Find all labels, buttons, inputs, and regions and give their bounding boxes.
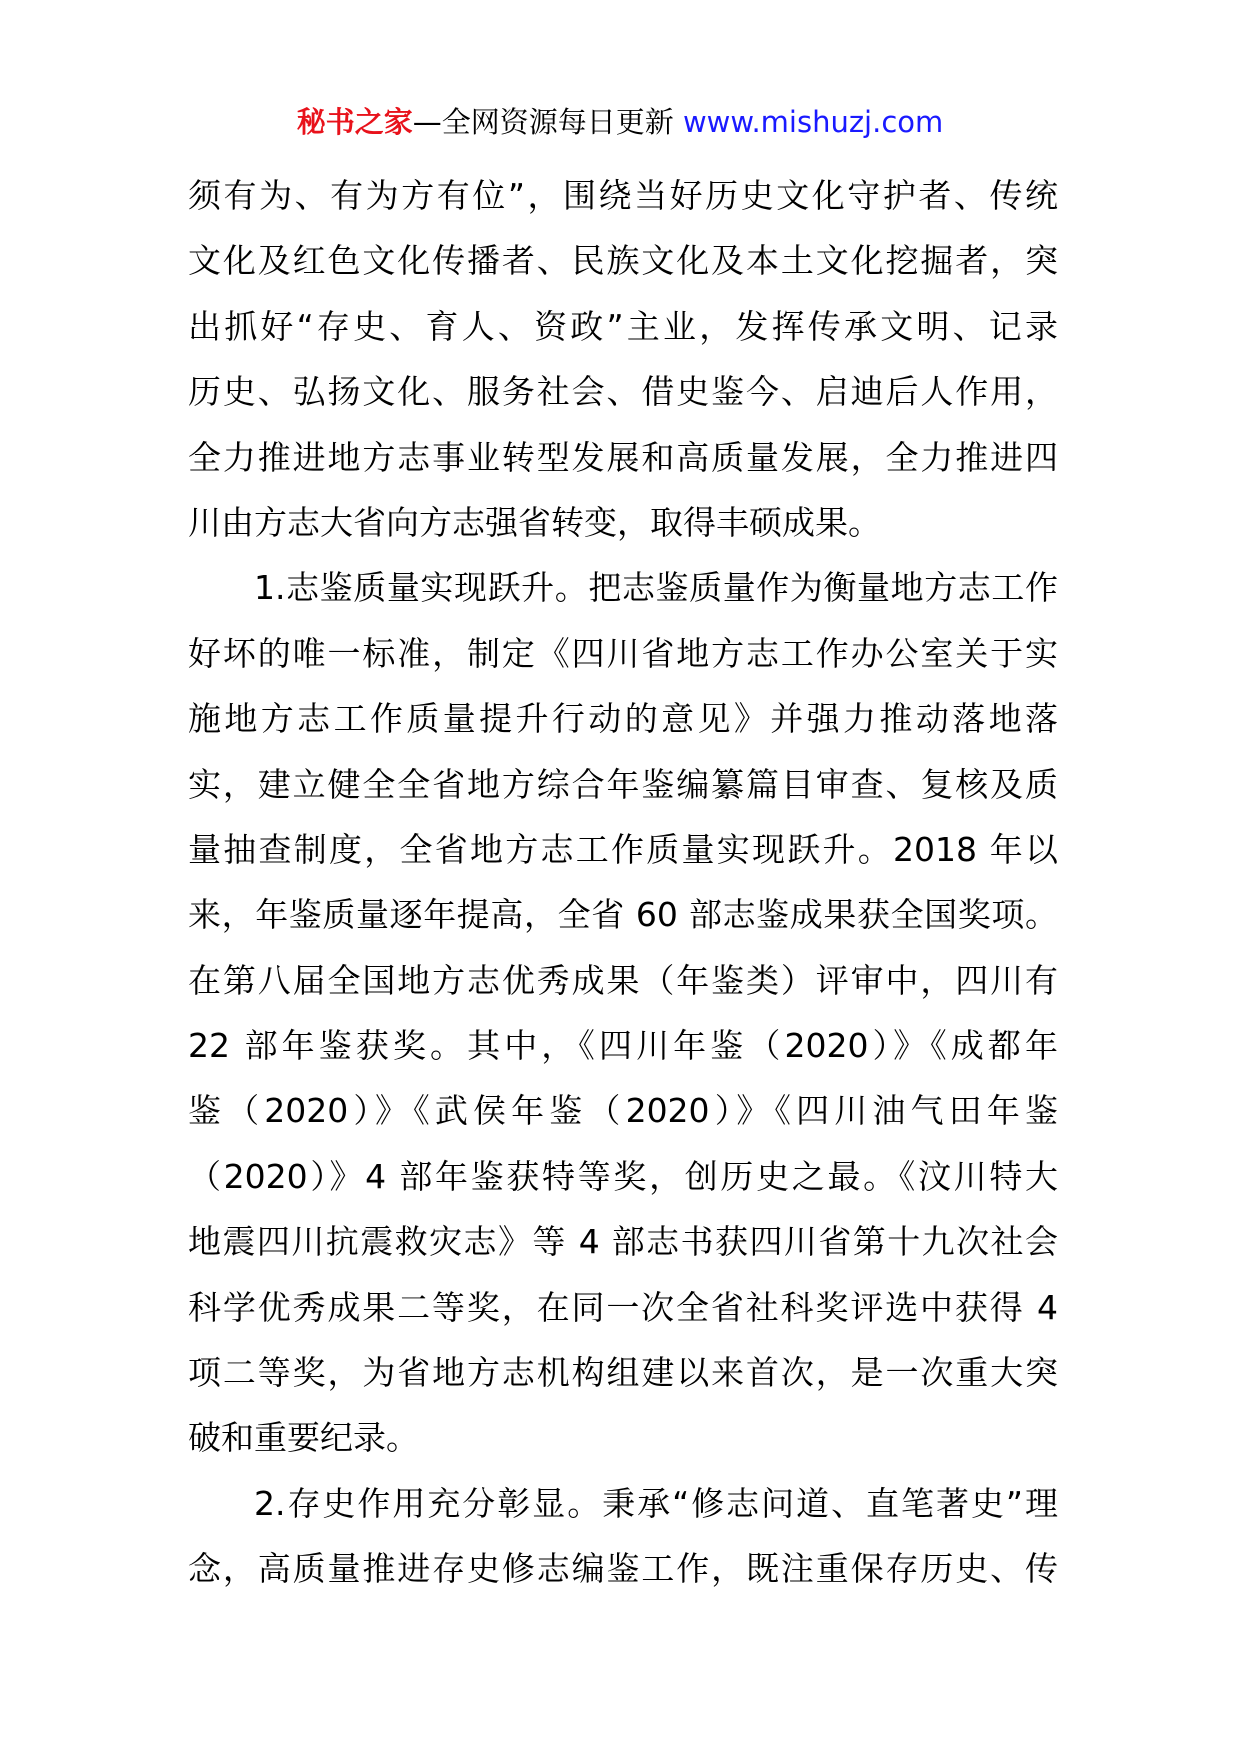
text-line: 量抽查制度，全省地方志工作质量实现跃升。2018 年以	[188, 829, 1058, 869]
text-line: 川由方志大省向方志强省转变，取得丰硕成果。	[188, 502, 881, 542]
header-tagline: —全网资源每日更新	[412, 105, 674, 139]
text-line: 地震四川抗震救灾志》等 4 部志书获四川省第十九次社会	[188, 1222, 1058, 1262]
text-line: 文化及红色文化传播者、民族文化及本土文化挖掘者，突	[188, 241, 1058, 281]
header-url-link[interactable]: www.mishuzj.com	[682, 105, 944, 139]
text-line: 须有为、有为方有位”，围绕当好历史文化守护者、传统	[188, 176, 1058, 215]
text-line: 在第八届全国地方志优秀成果（年鉴类）评审中，四川有	[188, 960, 1058, 1000]
text-line: （2020）》4 部年鉴获特等奖，创历史之最。《汶川特大	[188, 1156, 1058, 1196]
text-line: 来，年鉴质量逐年提高，全省 60 部志鉴成果获全国奖项。	[188, 895, 1058, 935]
page-header	[0, 102, 1240, 142]
text-line: 项二等奖，为省地方志机构组建以来首次，是一次重大突	[188, 1353, 1058, 1393]
text-line: 念，高质量推进存史修志编鉴工作，既注重保存历史、传	[188, 1549, 1058, 1589]
text-line: 鉴（2020）》《武侯年鉴（2020）》《四川油气田年鉴	[188, 1091, 1058, 1131]
text-line: 22 部年鉴获奖。其中，《四川年鉴（2020）》《成都年	[188, 1026, 1058, 1066]
text-line: 破和重要纪录。	[188, 1418, 419, 1458]
text-line: 科学优秀成果二等奖，在同一次全省社科奖评选中获得 4	[188, 1287, 1058, 1327]
text-line: 历史、弘扬文化、服务社会、借史鉴今、启迪后人作用，	[188, 372, 1058, 412]
text-line: 出抓好“存史、育人、资政”主业，发挥传承文明、记录	[188, 306, 1058, 346]
text-line: 2.存史作用充分彰显。秉承“修志问道、直笔著史”理	[254, 1483, 1058, 1523]
header-brand: 秘书之家	[296, 105, 413, 139]
text-line: 1.志鉴质量实现跃升。把志鉴质量作为衡量地方志工作	[254, 568, 1058, 608]
text-line: 好坏的唯一标准，制定《四川省地方志工作办公室关于实	[188, 633, 1058, 673]
text-line: 施地方志工作质量提升行动的意见》并强力推动落地落	[188, 699, 1058, 739]
document-body	[188, 163, 1058, 1602]
text-line: 全力推进地方志事业转型发展和高质量发展，全力推进四	[188, 437, 1058, 477]
text-line: 实，建立健全全省地方综合年鉴编纂篇目审查、复核及质	[188, 764, 1058, 804]
